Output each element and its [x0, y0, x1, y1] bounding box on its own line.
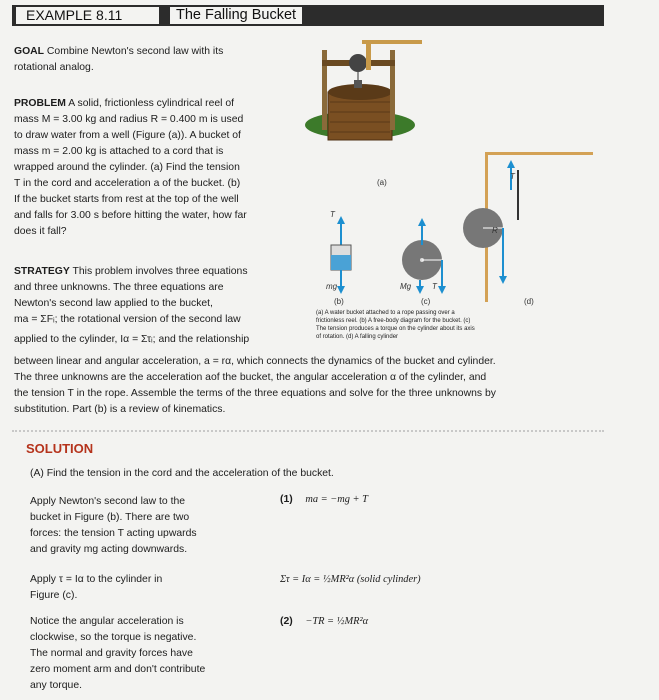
vector-Mg: Mg — [400, 282, 412, 291]
problem-line-4: mass m = 2.00 kg is attached to a cord that is — [14, 146, 224, 157]
problem-label: PROBLEM — [14, 98, 66, 109]
section-divider — [12, 430, 604, 432]
step3-line-2: clockwise, so the torque is negative. — [30, 632, 197, 643]
equation-torque: Στ = Iα = ½MR²α (solid cylinder) — [280, 574, 421, 585]
example-number: EXAMPLE 8.11 — [16, 7, 159, 24]
step3-line-5: any torque. — [30, 680, 82, 691]
step2-line-2: Figure (c). — [30, 590, 78, 601]
strategy-line-4: ma = ΣFᵢ; the rotational version of the second law — [14, 314, 241, 325]
strategy-line-2: and three unknowns. The three equations are — [14, 282, 224, 293]
strategy-line-6: between linear and angular acceleration, a = rα, which connects the dynamics of the bucket and cylinder. — [14, 356, 496, 367]
strategy-line-7: The three unknowns are the acceleration aof the bucket, the angular acceleration α of the cylinder, and — [14, 372, 487, 383]
problem-line-7: If the bucket starts from rest at the top of the well — [14, 194, 239, 205]
figure-caption-1: (a) A water bucket attached to a rope passing over a — [316, 310, 455, 316]
step1-line-2: bucket in Figure (b). There are two — [30, 512, 190, 523]
strategy-line-3: Newton's second law applied to the bucket, — [14, 298, 213, 309]
strategy-line-1: STRATEGY This problem involves three equations — [14, 266, 248, 277]
step3-line-1: Notice the angular acceleration is — [30, 616, 184, 627]
vector-R: R — [492, 226, 498, 235]
figure-label-b: (b) — [334, 297, 344, 306]
problem-line-6: T in the cord and acceleration a of the bucket. (b) — [14, 178, 241, 189]
goal-text-1: Combine Newton's second law with its — [46, 46, 224, 57]
figure-label-d: (d) — [524, 297, 534, 306]
strategy-line-5: applied to the cylinder, Iα = Στᵢ; and the relationship — [14, 334, 250, 345]
step1-line-4: and gravity mg acting downwards. — [30, 544, 188, 555]
goal-line-1 — [14, 44, 223, 60]
problem-line-2: mass M = 3.00 kg and radius R = 0.400 m is used — [14, 114, 244, 125]
figure-label-a: (a) — [377, 178, 387, 187]
equation-2-number: (2) — [280, 616, 293, 627]
problem-line-3: to draw water from a well (Figure (a)). A bucket of — [14, 130, 241, 141]
step3-line-4: zero moment arm and don't contribute — [30, 664, 206, 675]
goal-label: GOAL — [14, 46, 45, 57]
well-illustration — [305, 40, 422, 140]
step2-line-1: Apply τ = Iα to the cylinder in — [30, 574, 163, 585]
figure-label-c: (c) — [421, 297, 431, 306]
strategy-line-8: the tension T in the rope. Assemble the terms of the three equations and solve for the three unknowns by — [14, 388, 496, 399]
problem-line-1: PROBLEM A solid, frictionless cylindrical reel of — [14, 98, 235, 109]
example-title: The Falling Bucket — [170, 7, 302, 24]
problem-line-9: does it fall? — [14, 226, 67, 237]
equation-1-text: ma = −mg + T — [305, 494, 368, 505]
vector-T-b: T — [330, 210, 335, 219]
step1-line-3: forces: the tension T acting upwards — [30, 528, 197, 539]
step3-line-3: The normal and gravity forces have — [30, 648, 193, 659]
problem-line-5: wrapped around the cylinder. (a) Find the tension — [14, 162, 240, 173]
strategy-label: STRATEGY — [14, 266, 70, 277]
figure-caption-4: of rotation. (d) A falling cylinder — [316, 334, 399, 340]
equation-2 — [280, 616, 368, 627]
step1-line-1: Apply Newton's second law to the — [30, 496, 186, 507]
equation-2-text: −TR = ½MR²α — [305, 616, 369, 627]
problem-line-8: and falls for 3.00 s before hitting the water, how far — [14, 210, 247, 221]
solution-part-a: (A) Find the tension in the cord and the acceleration of the bucket. — [30, 468, 334, 479]
figure-caption-2: frictionless reel. (b) A free-body diagram for the bucket. (c) — [316, 318, 471, 324]
example-header — [12, 5, 604, 26]
figure-caption-3: The tension produces a torque on the cylinder about its axis — [316, 326, 475, 332]
equation-1-number: (1) — [280, 494, 293, 505]
vector-T-c: T — [432, 282, 437, 291]
falling-bucket-figure — [300, 40, 600, 310]
equation-1 — [280, 494, 368, 505]
vector-mg: mg — [326, 282, 338, 291]
goal-line-2: rotational analog. — [14, 62, 94, 73]
solution-heading: SOLUTION — [26, 441, 94, 456]
vector-T-d: T — [510, 172, 515, 181]
strategy-line-9: substitution. Part (b) is a review of kinematics. — [14, 404, 226, 415]
